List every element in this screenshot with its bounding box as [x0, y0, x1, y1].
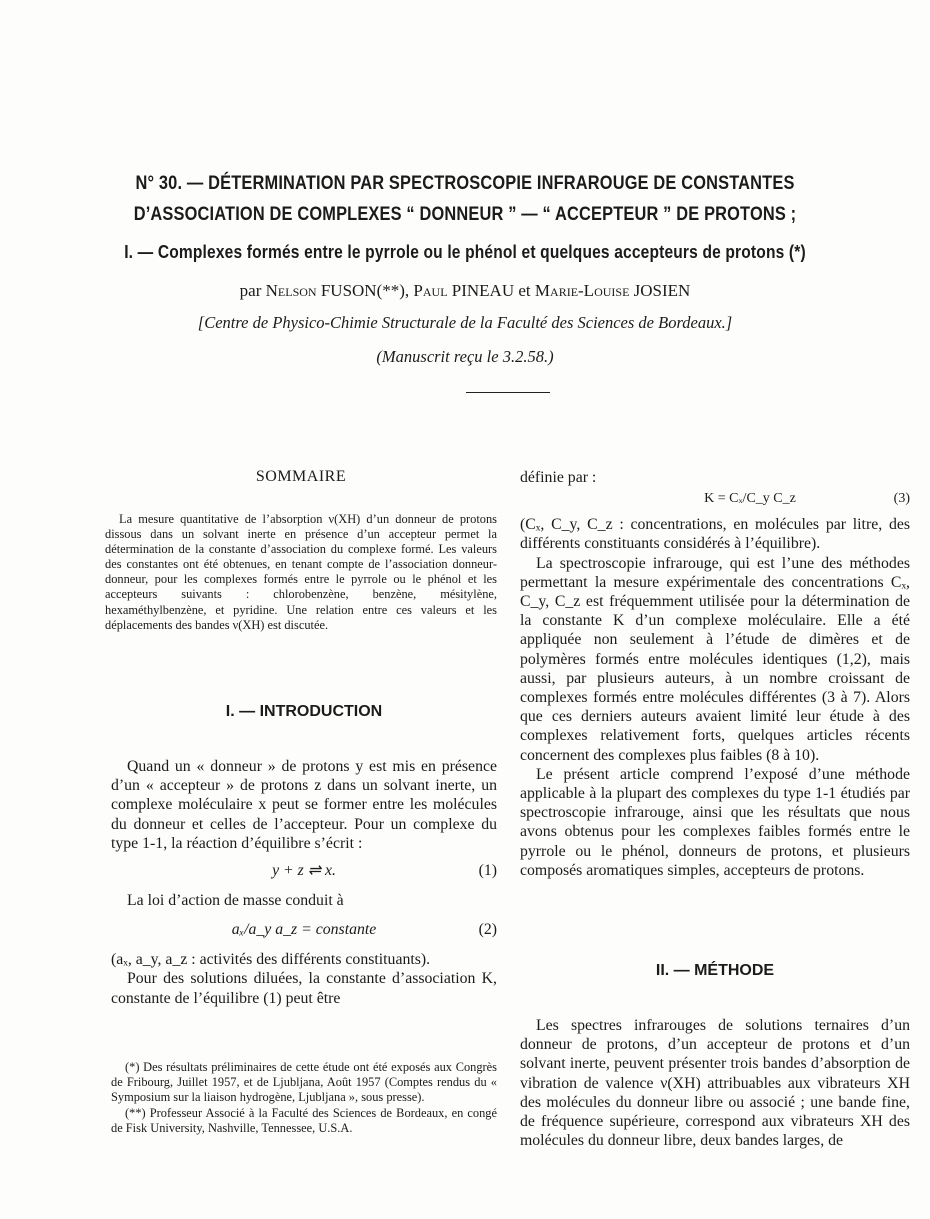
equation-3 [520, 489, 910, 513]
intro-paragraph-2: La loi d’action de masse conduit à [127, 892, 344, 910]
author-3-last: JOSIEN [633, 281, 691, 300]
right-column-body [520, 468, 910, 880]
footnote-1: (*) Des résultats préliminaires de cette étude ont été exposés aux Congrès de Fribourg, Juillet 1957, et de Ljubljana, Août 1957 (Comptes rendus du « Symposium sur la liaison hydrogène, Ljubljana », sous presse). [111, 1060, 497, 1105]
equation-2-number: (2) [478, 921, 497, 939]
received-date: (Manuscrit reçu le 3.2.58.) [376, 347, 554, 366]
method-paragraph-2: La spectroscopie infrarouge, qui est l’une des méthodes permettant la mesure expérimentale des concentrations Cₓ, C_y, C_z est fréquemment utilisée pour la détermination de la constante K d’un complexe moléculaire. Elle a été appliquée non seulement à l’étude de dimères et de polymères formés entre molécules identiques (1,2), mais aussi, par plusieurs auteurs, à un nombre croissant de complexes formés entre molécules différentes (3 à 7). Alors que ces derniers auteurs avaient limité leur étude à des complexes relativement forts, quelques articles récents concernent des complexes plus faibles (8 à 10). [520, 554, 910, 764]
authors-et: et [518, 281, 531, 300]
authors-line [0, 281, 930, 301]
right-column-method [520, 1016, 910, 1150]
title-line-1: N° 30. — DÉTERMINATION PAR SPECTROSCOPIE INFRAROUGE DE CONSTANTES [135, 172, 795, 194]
equation-1-formula: y + z ⇌ x. [272, 862, 336, 880]
footnote-2: (**) Professeur Associé à la Faculté des Sciences de Bordeaux, en congé de Fisk University, Nashville, Tennessee, U.S.A. [111, 1105, 497, 1135]
authors-par: par [239, 281, 262, 300]
equation-3-number: (3) [893, 491, 910, 507]
method-paragraph-3: Le présent article comprend l’exposé d’une méthode applicable à la plupart des complexes du type 1-1 étudiés par spectroscopie infrarouge, ainsi que les résultats que nous avons obtenus pour les complexes faibles formés entre le pyrrole ou le phénol, donneurs de protons, et plusieurs composés aromatiques simples, accepteurs de protons. [520, 765, 910, 879]
author-1-first: Nelson [265, 281, 317, 300]
definition-intro: définie par : [520, 469, 597, 486]
author-3-first: Marie-Louise [534, 281, 630, 300]
equation-3-formula: K = Cₓ/C_y C_z [704, 491, 796, 507]
section-introduction-heading: I. — INTRODUCTION [225, 703, 383, 720]
section-methode-heading: II. — MÉTHODE [655, 962, 775, 979]
equation-1 [111, 861, 497, 885]
left-column-body [111, 757, 497, 1008]
author-2-last: PINEAU [451, 281, 515, 300]
equation-2-formula: aₓ/a_y a_z = constante [231, 921, 377, 939]
abstract-text: La mesure quantitative de l’absorption ν(XH) d’un donneur de protons dissous dans un solvant inerte en présence d’un accepteur permet la détermination de la constante d’association du complexe formé. Les valeurs des constantes ont été obtenues, en tenant compte de l’association donneur-donneur, pour les complexes formés entre le pyrrole ou le phénol et les accepteurs suivants : chlorobenzène, benzène, mésitylène, hexaméthylbenzène, et pyridine. Une relation entre ces valeurs et les déplacements des bandes ν(XH) est discutée. [105, 512, 497, 632]
intro-paragraph-4: Pour des solutions diluées, la constante d’association K, constante de l’équilibre (1) peut être [111, 970, 497, 1007]
equation-1-number: (1) [478, 862, 497, 880]
method-paragraph-1: (Cₓ, C_y, C_z : concentrations, en molécules par litre, des différents constituants considérés à l’équilibre). [520, 516, 910, 553]
intro-paragraph-1: Quand un « donneur » de protons y est mis en présence d’un « accepteur » de protons z dans un solvant inerte, un complexe moléculaire x peut se former entre les molécules du donneur et celles de l’accepteur. Pour un complexe du type 1-1, la réaction d’équilibre s’écrit : [111, 758, 497, 852]
affiliation: [Centre de Physico-Chimie Structurale de la Faculté des Sciences de Bordeaux.] [197, 313, 733, 332]
equation-2 [111, 920, 497, 944]
author-1-last: FUSON(**), [320, 281, 410, 300]
footnotes [111, 1060, 497, 1136]
subtitle-line: I. — Complexes formés entre le pyrrole ou le phénol et quelques accepteurs de protons (*) [124, 241, 806, 262]
title-line-2: D’ASSOCIATION DE COMPLEXES “ DONNEUR ” — “ ACCEPTEUR ” DE PROTONS ; [133, 203, 797, 225]
author-2-first: Paul [413, 281, 448, 300]
title-divider [466, 392, 550, 393]
abstract-heading: SOMMAIRE [255, 468, 347, 485]
intro-paragraph-3: (aₓ, a_y, a_z : activités des différents constituants). [111, 951, 431, 969]
method-paragraph-4: Les spectres infrarouges de solutions ternaires d’un donneur de protons, d’un accepteur de protons et d’un solvant inerte, peuvent présenter trois bandes d’absorption de vibration de valence ν(XH) attribuables aux vibrateurs XH des molécules du donneur libre ou associé ; une bande fine, de fréquence supérieure, correspond aux vibrateurs XH des molécules du donneur libre, deux bandes larges, de [520, 1017, 910, 1150]
